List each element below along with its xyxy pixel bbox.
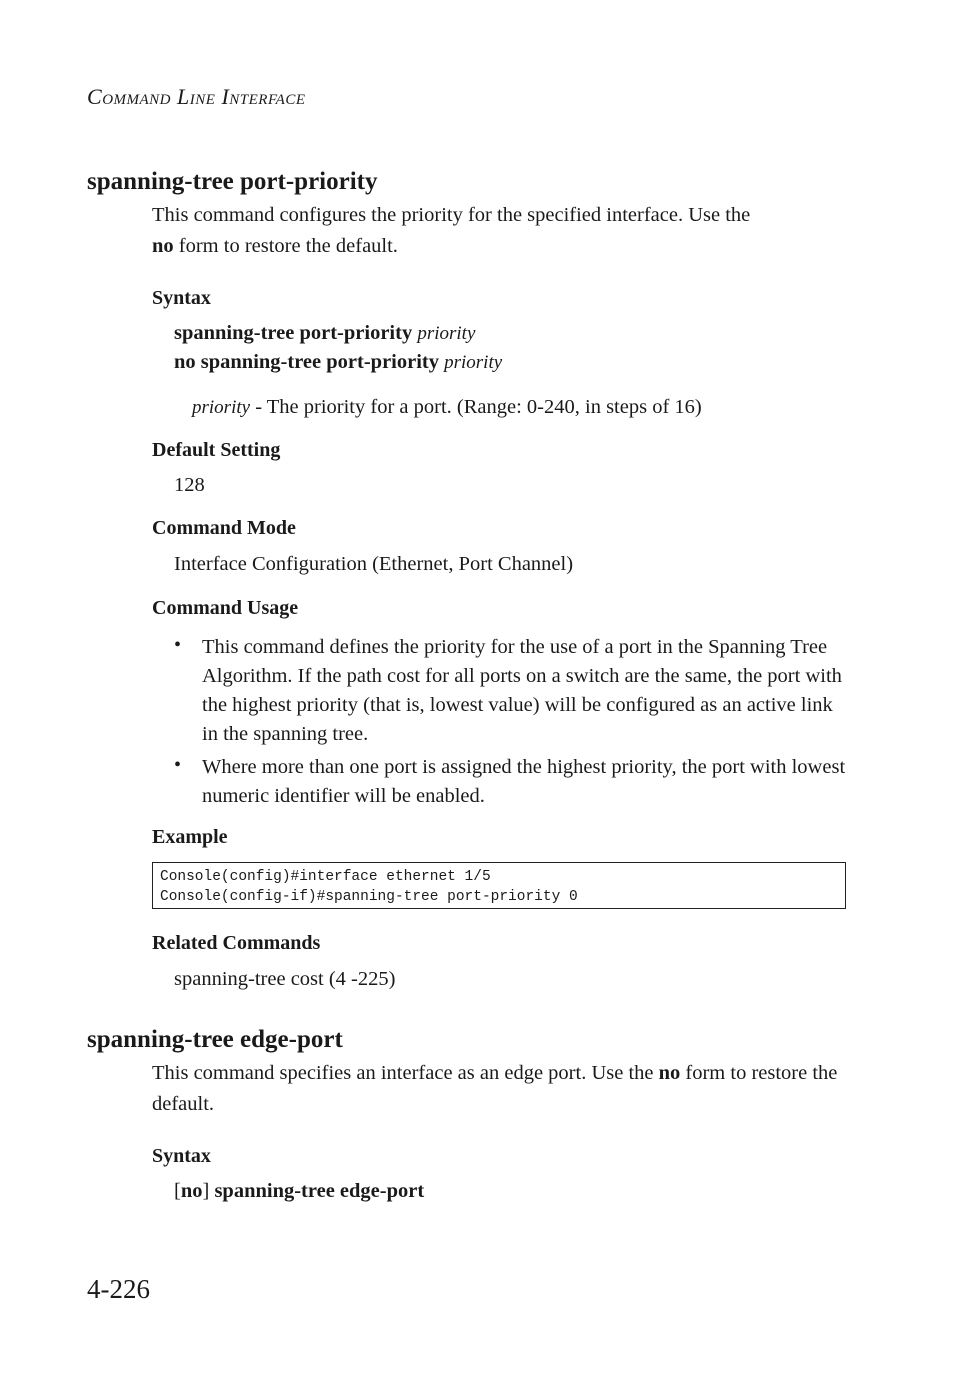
command-usage-heading: Command Usage (152, 597, 299, 619)
usage-bullet-2: Where more than one port is assigned the highest priority, the port with lowest numeric identifier will be enabled. (202, 756, 846, 807)
default-setting-value: 128 (174, 474, 205, 496)
section-intro-port-priority: This command configures the priority for the specified interface. Use the no form to restore the default. (152, 204, 751, 257)
related-command-link[interactable]: spanning-tree cost (4 -225) (174, 968, 396, 990)
syntax-line-2: no spanning-tree port-priority priority (174, 351, 503, 373)
code-line: Console(config)#interface ethernet 1/5 (160, 869, 491, 885)
parameter-description: priority - The priority for a port. (Range: 0-240, in steps of 16) (192, 396, 702, 418)
example-code-block (152, 862, 846, 909)
bullet-marker: • (174, 754, 182, 776)
running-header: COMMAND LINE INTERFACE (87, 84, 306, 109)
section-intro-edge-port: This command specifies an interface as an edge port. Use the no form to restore the default. (152, 1062, 838, 1115)
code-line: Console(config-if)#spanning-tree port-priority 0 (160, 889, 578, 905)
section-title-edge-port: spanning-tree edge-port (87, 1026, 343, 1053)
related-commands-heading: Related Commands (152, 932, 321, 954)
example-heading: Example (152, 826, 228, 848)
syntax-line-edge-port: [no] spanning-tree edge-port (174, 1180, 425, 1202)
bullet-marker: • (174, 634, 182, 656)
page-number: 4-226 (87, 1274, 150, 1304)
section-title-port-priority: spanning-tree port-priority (87, 168, 378, 195)
syntax-line-1: spanning-tree port-priority priority (174, 322, 476, 344)
syntax-heading: Syntax (152, 287, 211, 309)
default-setting-heading: Default Setting (152, 439, 281, 461)
syntax-heading: Syntax (152, 1145, 211, 1167)
command-mode-value: Interface Configuration (Ethernet, Port Channel) (174, 553, 574, 575)
command-mode-heading: Command Mode (152, 517, 296, 539)
usage-bullet-1: This command defines the priority for the use of a port in the Spanning Tree Algorithm. If the path cost for all ports on a switch are the same, the port with the highest priority (that is, lowest value) will be configured as an active link in the spanning tree. (202, 636, 842, 745)
